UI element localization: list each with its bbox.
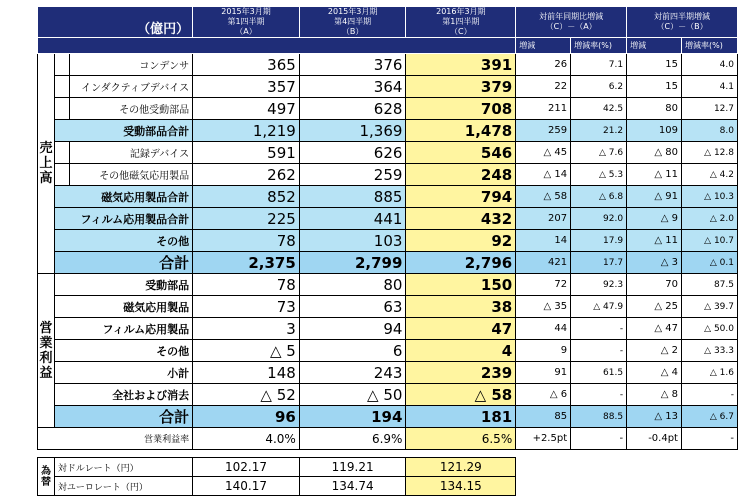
- sales-row-b: 103: [299, 230, 406, 252]
- margin-section: [38, 428, 738, 458]
- op-row-yoy-rate: 92.3: [571, 274, 627, 296]
- col-c-header: 2016年3月期 第1四半期 （C）: [406, 7, 516, 38]
- op-row-c: 150: [406, 274, 516, 296]
- op-row-yoy-diff: △ 35: [516, 296, 571, 318]
- margin-b: 6.9%: [299, 428, 406, 450]
- op-category-label: 営業利益: [38, 274, 55, 428]
- sales-row-yoy-diff: 22: [516, 76, 571, 98]
- op-row: [38, 296, 738, 318]
- sales-row-qoq-diff: △ 91: [627, 186, 682, 208]
- op-row-b: 194: [299, 406, 406, 428]
- fx-section: [38, 458, 738, 496]
- op-row-b: 6: [299, 340, 406, 362]
- op-row-qoq-rate: △ 33.3: [681, 340, 737, 362]
- op-row-label: 全社および消去: [54, 384, 192, 406]
- fx-row: [38, 477, 738, 496]
- sales-row-c: 2,796: [406, 252, 516, 274]
- sales-row-label: その他受動部品: [69, 98, 193, 120]
- op-row-a: △ 52: [193, 384, 300, 406]
- op-row-yoy-rate: -: [571, 340, 627, 362]
- sales-row-a: 591: [193, 142, 300, 164]
- sales-row-c: 391: [406, 54, 516, 76]
- op-row: [38, 406, 738, 428]
- op-row-qoq-rate: △ 6.7: [681, 406, 737, 428]
- op-row-qoq-rate: △ 50.0: [681, 318, 737, 340]
- op-row-b: 94: [299, 318, 406, 340]
- indent-cell: [54, 98, 69, 120]
- sales-row-b: 2,799: [299, 252, 406, 274]
- sales-row-yoy-rate: 42.5: [571, 98, 627, 120]
- sales-category-label: 売上高: [38, 54, 55, 274]
- op-row-qoq-rate: △ 39.7: [681, 296, 737, 318]
- sales-row: [38, 164, 738, 186]
- sales-row-a: 78: [193, 230, 300, 252]
- op-row-yoy-diff: 44: [516, 318, 571, 340]
- op-row-qoq-rate: 87.5: [681, 274, 737, 296]
- op-row-b: 243: [299, 362, 406, 384]
- op-row-qoq-diff: △ 47: [627, 318, 682, 340]
- op-row-c: 47: [406, 318, 516, 340]
- op-row-a: 148: [193, 362, 300, 384]
- sales-row-yoy-diff: 207: [516, 208, 571, 230]
- fx-c: 134.15: [406, 477, 516, 496]
- op-row-label: 磁気応用製品: [54, 296, 192, 318]
- op-row-qoq-rate: △ 1.6: [681, 362, 737, 384]
- op-row-label: 小計: [54, 362, 192, 384]
- unit-label: （億円）: [38, 7, 193, 38]
- sales-row-qoq-rate: 12.7: [681, 98, 737, 120]
- fx-category-label: 為替: [38, 458, 55, 496]
- op-row-yoy-rate: △ 47.9: [571, 296, 627, 318]
- sales-row-qoq-diff: 15: [627, 54, 682, 76]
- margin-yoy-diff: +2.5pt: [516, 428, 571, 450]
- qoq-rate-header: 増減率(%): [681, 38, 737, 54]
- fx-b: 134.74: [299, 477, 406, 496]
- op-row-qoq-diff: △ 13: [627, 406, 682, 428]
- sales-row-label: その他: [54, 230, 192, 252]
- sales-row-b: 885: [299, 186, 406, 208]
- margin-c: 6.5%: [406, 428, 516, 450]
- sales-row-a: 365: [193, 54, 300, 76]
- margin-qoq-rate: -: [681, 428, 737, 450]
- op-row-c: 181: [406, 406, 516, 428]
- margin-a: 4.0%: [193, 428, 300, 450]
- sales-row: [38, 186, 738, 208]
- sales-row-yoy-diff: △ 58: [516, 186, 571, 208]
- sales-row-yoy-rate: 17.7: [571, 252, 627, 274]
- sales-row-a: 497: [193, 98, 300, 120]
- sales-row-yoy-rate: 6.2: [571, 76, 627, 98]
- sales-row-yoy-rate: △ 6.8: [571, 186, 627, 208]
- gap-row: [38, 450, 738, 458]
- sales-row-label: 合計: [54, 252, 192, 274]
- sales-row-qoq-rate: 8.0: [681, 120, 737, 142]
- sales-row-qoq-diff: △ 11: [627, 164, 682, 186]
- sales-row: [38, 208, 738, 230]
- sales-row-qoq-diff: 80: [627, 98, 682, 120]
- sales-row-c: 379: [406, 76, 516, 98]
- sales-row-b: 259: [299, 164, 406, 186]
- op-row-qoq-diff: △ 4: [627, 362, 682, 384]
- margin-label: 営業利益率: [38, 428, 193, 450]
- sales-row-c: 432: [406, 208, 516, 230]
- op-row-qoq-diff: 70: [627, 274, 682, 296]
- sales-row-qoq-diff: △ 3: [627, 252, 682, 274]
- op-row-b: 80: [299, 274, 406, 296]
- qoq-header: 対前四半期増減 （C）－（B）: [627, 7, 738, 38]
- sales-row-yoy-diff: 259: [516, 120, 571, 142]
- col-b-header: 2015年3月期 第4四半期 （B）: [299, 7, 406, 38]
- sales-row: [38, 252, 738, 274]
- col-a-header: 2015年3月期 第1四半期 （A）: [193, 7, 300, 38]
- margin-yoy-rate: -: [571, 428, 627, 450]
- fx-a: 140.17: [193, 477, 300, 496]
- sales-row-b: 628: [299, 98, 406, 120]
- sales-row: [38, 230, 738, 252]
- op-row-c: 239: [406, 362, 516, 384]
- op-row-b: △ 50: [299, 384, 406, 406]
- sales-row-yoy-rate: △ 7.6: [571, 142, 627, 164]
- sales-row-c: 794: [406, 186, 516, 208]
- sales-row-b: 376: [299, 54, 406, 76]
- fx-empty: [516, 458, 738, 477]
- op-row: [38, 318, 738, 340]
- sales-row-a: 262: [193, 164, 300, 186]
- sales-row-qoq-rate: △ 10.3: [681, 186, 737, 208]
- op-row-qoq-diff: △ 25: [627, 296, 682, 318]
- sales-row-a: 357: [193, 76, 300, 98]
- sales-row-yoy-diff: 421: [516, 252, 571, 274]
- indent-cell: [54, 54, 69, 76]
- sales-row-c: 248: [406, 164, 516, 186]
- sales-row-yoy-diff: 211: [516, 98, 571, 120]
- sales-row-qoq-rate: △ 10.7: [681, 230, 737, 252]
- sales-row: [38, 98, 738, 120]
- fx-a: 102.17: [193, 458, 300, 477]
- fx-b: 119.21: [299, 458, 406, 477]
- sales-row-a: 1,219: [193, 120, 300, 142]
- sales-row-label: フィルム応用製品合計: [54, 208, 192, 230]
- yoy-diff-header: 増減: [516, 38, 571, 54]
- sales-row-c: 1,478: [406, 120, 516, 142]
- op-row-a: 73: [193, 296, 300, 318]
- sales-row-qoq-rate: △ 4.2: [681, 164, 737, 186]
- sales-row-qoq-diff: △ 11: [627, 230, 682, 252]
- op-row-yoy-diff: 9: [516, 340, 571, 362]
- sales-row-c: 546: [406, 142, 516, 164]
- sales-row-label: 記録デバイス: [69, 142, 193, 164]
- op-row-qoq-diff: △ 2: [627, 340, 682, 362]
- sales-row-yoy-diff: 14: [516, 230, 571, 252]
- sales-row-qoq-rate: △ 0.1: [681, 252, 737, 274]
- op-row: [38, 362, 738, 384]
- op-row-yoy-diff: △ 6: [516, 384, 571, 406]
- op-row-label: 合計: [54, 406, 192, 428]
- sales-row-yoy-rate: △ 5.3: [571, 164, 627, 186]
- op-row-a: 3: [193, 318, 300, 340]
- fx-empty: [516, 477, 738, 496]
- sales-row-yoy-diff: △ 45: [516, 142, 571, 164]
- fx-label: 対ドルレート（円）: [54, 458, 192, 477]
- sales-row-yoy-rate: 92.0: [571, 208, 627, 230]
- sales-row-yoy-rate: 21.2: [571, 120, 627, 142]
- sales-section: [38, 54, 738, 274]
- sales-row-qoq-diff: △ 9: [627, 208, 682, 230]
- sales-row-b: 441: [299, 208, 406, 230]
- sales-row-qoq-diff: 109: [627, 120, 682, 142]
- fx-c: 121.29: [406, 458, 516, 477]
- sales-row-label: インダクティブデバイス: [69, 76, 193, 98]
- op-row-label: 受動部品: [54, 274, 192, 296]
- op-row: [38, 274, 738, 296]
- op-row-qoq-rate: -: [681, 384, 737, 406]
- sales-row-qoq-diff: △ 80: [627, 142, 682, 164]
- sales-row-yoy-diff: 26: [516, 54, 571, 76]
- op-row-yoy-diff: 72: [516, 274, 571, 296]
- header-row: [38, 7, 738, 38]
- op-row-yoy-rate: 61.5: [571, 362, 627, 384]
- sales-row-qoq-rate: △ 2.0: [681, 208, 737, 230]
- sales-row: [38, 120, 738, 142]
- sales-row-label: その他磁気応用製品: [69, 164, 193, 186]
- fx-label: 対ユーロレート（円）: [54, 477, 192, 496]
- margin-row: [38, 428, 738, 450]
- op-row-b: 63: [299, 296, 406, 318]
- op-row-label: フィルム応用製品: [54, 318, 192, 340]
- financial-table: [37, 6, 738, 496]
- subheader-spacer: [38, 38, 516, 54]
- sales-row-c: 92: [406, 230, 516, 252]
- op-row: [38, 340, 738, 362]
- sales-row-a: 225: [193, 208, 300, 230]
- qoq-diff-header: 増減: [627, 38, 682, 54]
- sales-row-qoq-rate: 4.1: [681, 76, 737, 98]
- op-row-a: △ 5: [193, 340, 300, 362]
- operating-income-section: [38, 274, 738, 428]
- op-row-qoq-diff: △ 8: [627, 384, 682, 406]
- op-row-c: 4: [406, 340, 516, 362]
- yoy-rate-header: 増減率(%): [571, 38, 627, 54]
- op-row-a: 78: [193, 274, 300, 296]
- indent-cell: [54, 142, 69, 164]
- fx-row: [38, 458, 738, 477]
- sales-row-a: 2,375: [193, 252, 300, 274]
- op-row-label: その他: [54, 340, 192, 362]
- margin-qoq-diff: -0.4pt: [627, 428, 682, 450]
- sales-row: [38, 142, 738, 164]
- indent-cell: [54, 164, 69, 186]
- op-row-yoy-rate: -: [571, 384, 627, 406]
- sales-row-qoq-rate: 4.0: [681, 54, 737, 76]
- sales-row-b: 626: [299, 142, 406, 164]
- op-row-yoy-diff: 91: [516, 362, 571, 384]
- op-row: [38, 384, 738, 406]
- sales-row: [38, 76, 738, 98]
- op-row-yoy-rate: 88.5: [571, 406, 627, 428]
- op-row-a: 96: [193, 406, 300, 428]
- sales-row-b: 1,369: [299, 120, 406, 142]
- op-row-yoy-diff: 85: [516, 406, 571, 428]
- yoy-header: 対前年同期比増減 （C）－（A）: [516, 7, 627, 38]
- sales-row-label: 磁気応用製品合計: [54, 186, 192, 208]
- op-row-yoy-rate: -: [571, 318, 627, 340]
- sales-row-b: 364: [299, 76, 406, 98]
- op-row-c: △ 58: [406, 384, 516, 406]
- sales-row-a: 852: [193, 186, 300, 208]
- sales-row-label: 受動部品合計: [54, 120, 192, 142]
- sales-row-qoq-diff: 15: [627, 76, 682, 98]
- subheader-row: [38, 38, 738, 54]
- sales-row-yoy-diff: △ 14: [516, 164, 571, 186]
- sales-row-yoy-rate: 7.1: [571, 54, 627, 76]
- sales-row-yoy-rate: 17.9: [571, 230, 627, 252]
- sales-row: [38, 54, 738, 76]
- indent-cell: [54, 76, 69, 98]
- sales-row-label: コンデンサ: [69, 54, 193, 76]
- op-row-c: 38: [406, 296, 516, 318]
- sales-row-c: 708: [406, 98, 516, 120]
- sales-row-qoq-rate: △ 12.8: [681, 142, 737, 164]
